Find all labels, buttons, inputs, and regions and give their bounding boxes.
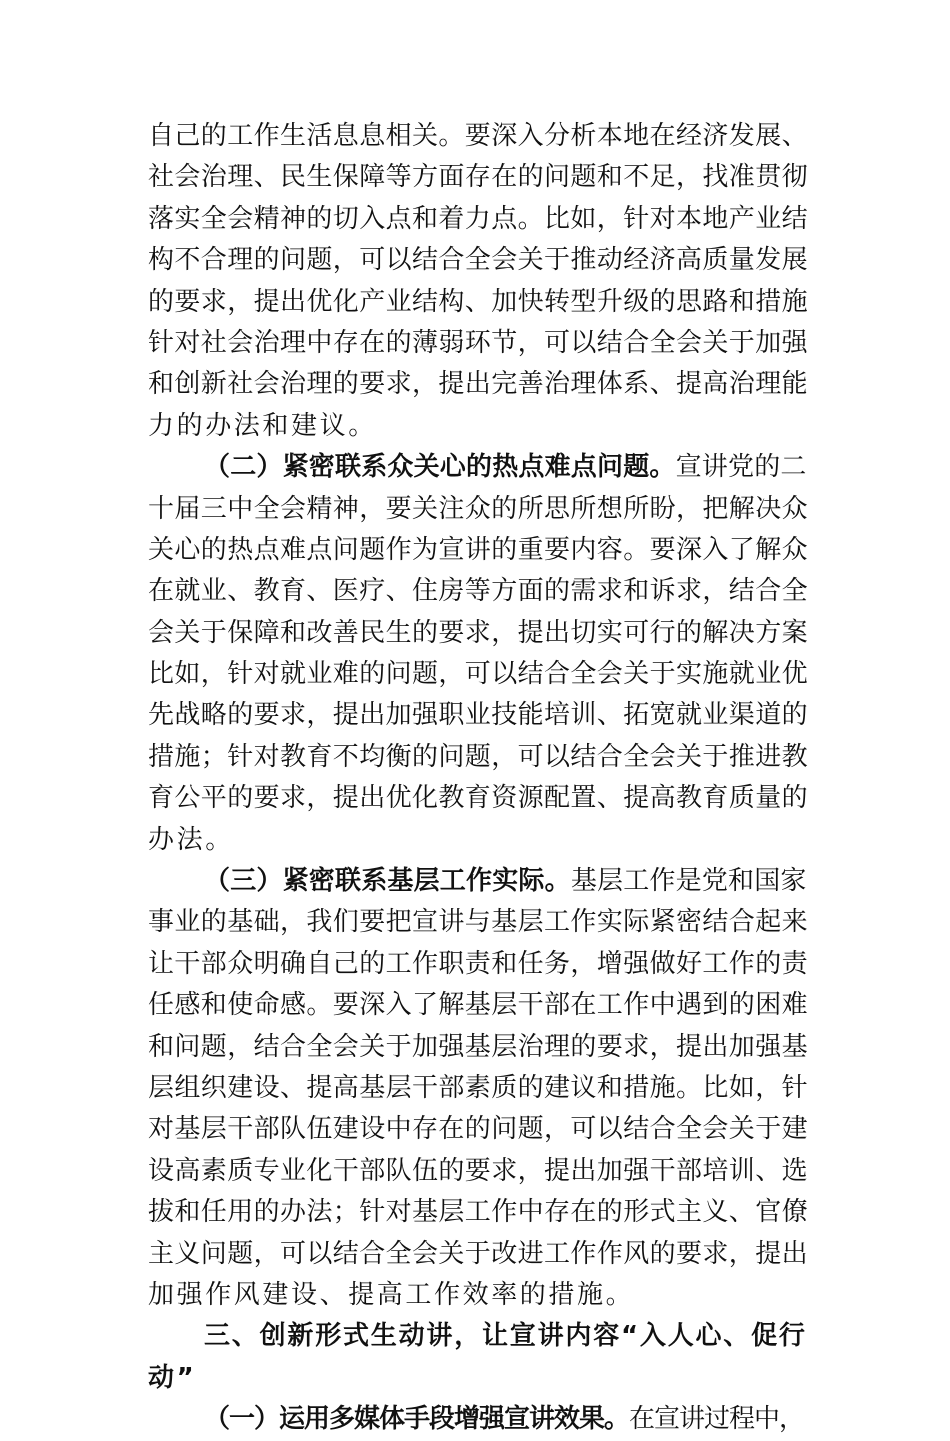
text-line: 加强作风建设、提高工作效率的措施。 <box>148 1279 635 1310</box>
subheading-4: （一）运用多媒体手段增强宣讲效果。 <box>204 1404 630 1435</box>
text-run: 在宣讲过程中， <box>629 1404 805 1435</box>
heading-line: 三、创新形式生动讲，让宣讲内容“入人心、促行 <box>204 1321 807 1352</box>
paragraph-3 <box>148 861 808 1316</box>
text-line: 落实全会精神的切入点和着力点。比如，针对本地产业结 <box>148 203 809 234</box>
text-line: 的要求，提出优化产业结构、加快转型升级的思路和措施 <box>148 286 809 317</box>
text-line: 力的办法和建议。 <box>148 410 377 441</box>
text-line: 措施；针对教育不均衡的问题，可以结合全会关于推进教 <box>148 741 809 772</box>
text-line: 十届三中全会精神，要关注众的所思所想所盼，把解决众 <box>148 493 809 524</box>
text-line: 关心的热点难点问题作为宣讲的重要内容。要深入了解众 <box>148 534 809 565</box>
text-line: 育公平的要求，提出优化教育资源配置、提高教育质量的 <box>148 783 809 814</box>
subheading-2: （二）紧密联系众关心的热点难点问题。 <box>204 452 676 483</box>
text-line: 办法。 <box>148 824 234 855</box>
text-line: 社会治理、民生保障等方面存在的问题和不足，找准贯彻 <box>148 162 809 193</box>
subheading-3: （三）紧密联系基层工作实际。 <box>204 866 571 897</box>
text-run: 基层工作是党和国家 <box>570 866 807 897</box>
section-heading-3 <box>148 1316 808 1399</box>
text-line: 层组织建设、提高基层干部素质的建议和措施。比如，针 <box>148 1072 809 1103</box>
text-line: 和问题，结合全会关于加强基层治理的要求，提出加强基 <box>148 1031 809 1062</box>
text-line: 主义问题，可以结合全会关于改进工作作风的要求，提出 <box>148 1238 809 1269</box>
text-line: 拔和任用的办法；针对基层工作中存在的形式主义、官僚 <box>148 1197 809 1228</box>
paragraph-4 <box>148 1399 808 1440</box>
text-line: 设高素质专业化干部队伍的要求，提出加强干部培训、选 <box>148 1155 809 1186</box>
text-line: 先战略的要求，提出加强职业技能培训、拓宽就业渠道的 <box>148 700 809 731</box>
text-line: 事业的基础，我们要把宣讲与基层工作实际紧密结合起来 <box>148 907 809 938</box>
heading-line: 动” <box>148 1362 197 1393</box>
text-line: 在就业、教育、医疗、住房等方面的需求和诉求，结合全 <box>148 576 809 607</box>
text-line <box>148 861 808 902</box>
text-line: 自己的工作生活息息相关。要深入分析本地在经济发展、 <box>148 121 809 151</box>
text-run: 宣讲党的二 <box>675 452 807 483</box>
text-line: 和创新社会治理的要求，提出完善治理体系、提高治理能 <box>148 369 809 400</box>
paragraph-2 <box>148 447 808 861</box>
text-line: 任感和使命感。要深入了解基层干部在工作中遇到的困难 <box>148 990 809 1021</box>
text-line <box>148 1399 808 1440</box>
text-line: 比如，针对就业难的问题，可以结合全会关于实施就业优 <box>148 659 809 690</box>
text-line: 构不合理的问题，可以结合全会关于推动经济高质量发展 <box>148 245 809 276</box>
document-page <box>148 116 808 1441</box>
text-line: 让干部众明确自己的工作职责和任务，增强做好工作的责 <box>148 948 809 979</box>
text-line: 会关于保障和改善民生的要求，提出切实可行的解决方案 <box>148 617 809 648</box>
paragraph-1 <box>148 116 808 447</box>
text-line <box>148 447 808 488</box>
text-line: 对基层干部队伍建设中存在的问题，可以结合全会关于建 <box>148 1114 809 1145</box>
text-line: 针对社会治理中存在的薄弱环节，可以结合全会关于加强 <box>148 327 809 358</box>
